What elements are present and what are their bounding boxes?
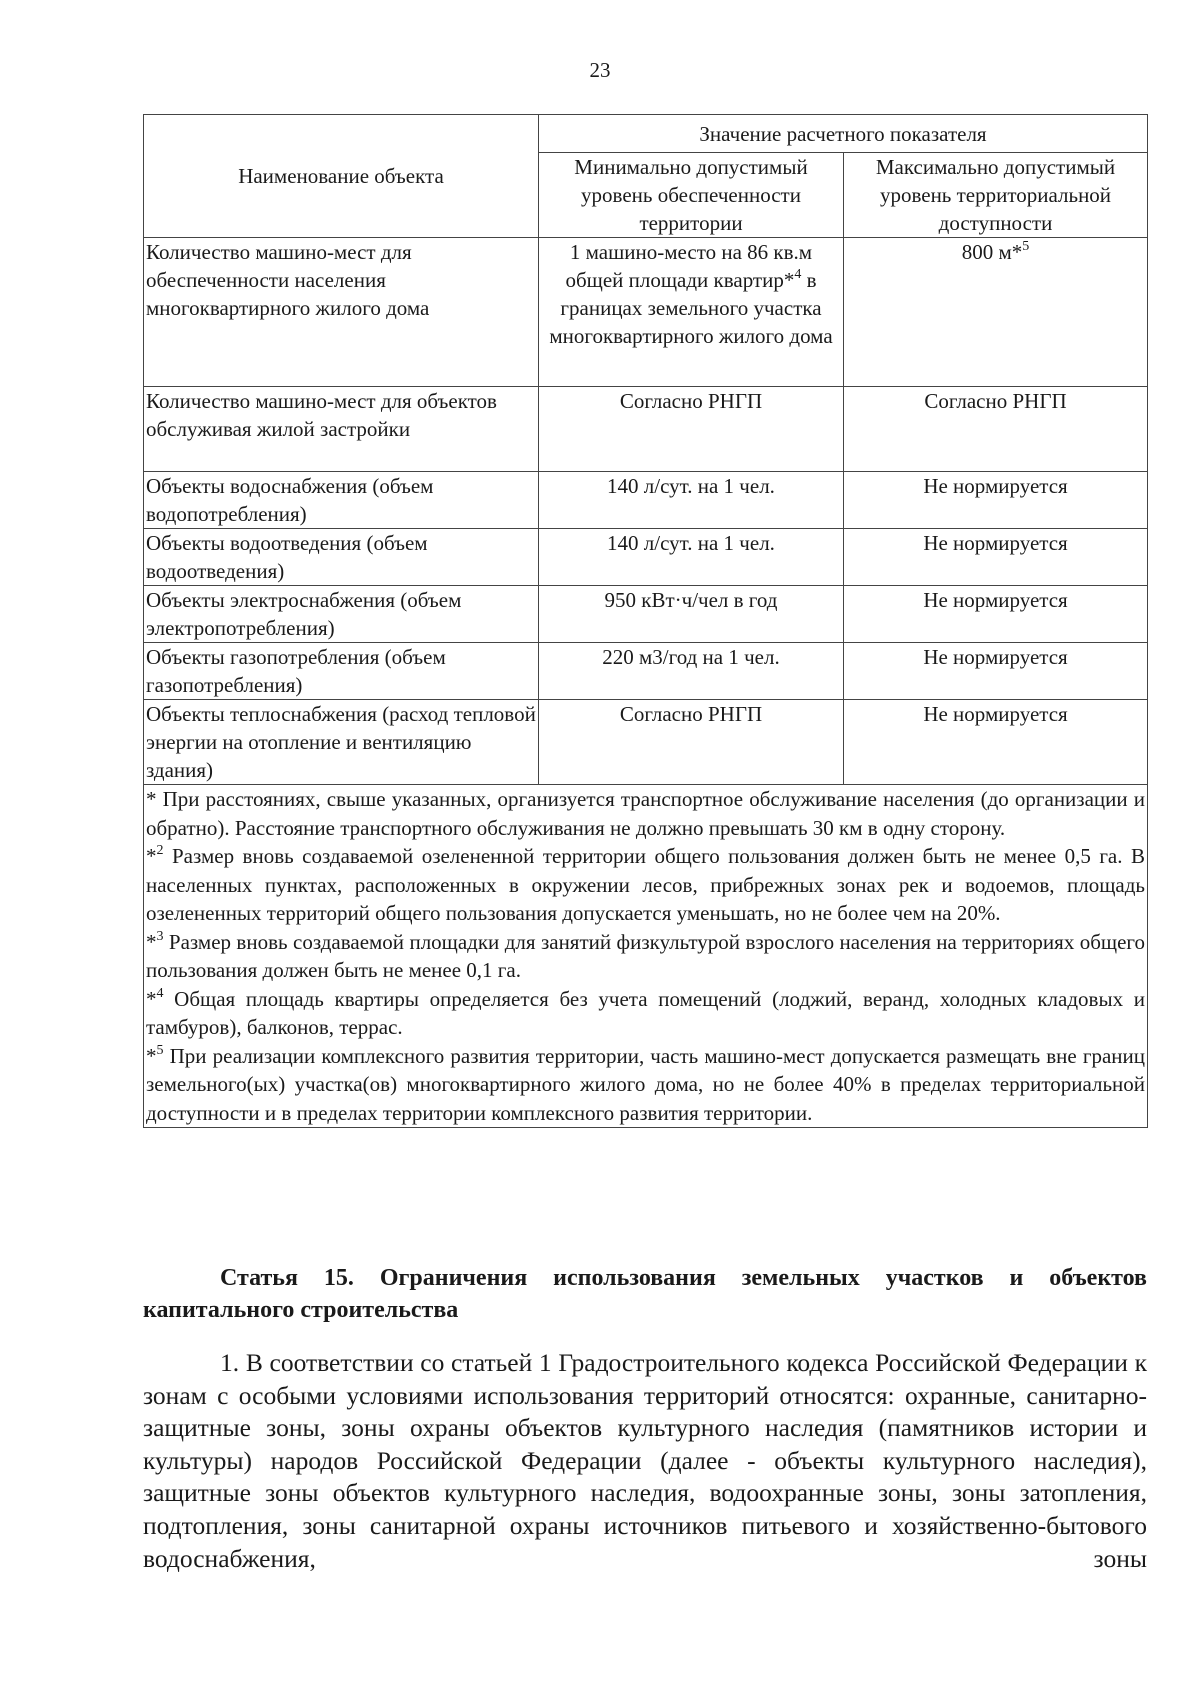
table-row <box>144 529 1148 586</box>
row-min-value: Согласно РНГП <box>539 387 844 472</box>
row-min-value: Согласно РНГП <box>539 700 844 785</box>
row-max-value: Не нормируется <box>844 472 1148 529</box>
row-min-value: 140 л/сут. на 1 чел. <box>539 472 844 529</box>
row-name: Объекты водоотведения (объем водоотведения) <box>144 529 539 586</box>
page-number: 23 <box>589 58 611 82</box>
footnote: *$^2$ Размер вновь создаваемой озелененной территории общего пользования должен быть не менее 0,5 га. В населенных пунктах, расположенных в окружении лесов, прибрежных зонах рек и водоемов, площадь озелененных территорий общего пользования допускается уменьшать, но не более чем на 20%. <box>146 843 1145 925</box>
table-row <box>144 643 1148 700</box>
footnote: * При расстояниях, свыше указанных, организуется транспортное обслуживание населения (до организации и обратно). Расстояние транспортного обслуживания не должно превышать 30 км в одну сторону. <box>146 787 1145 840</box>
table-row <box>144 700 1148 785</box>
row-max-value: Согласно РНГП <box>844 387 1148 472</box>
header-object-name: Наименование объекта <box>144 115 539 238</box>
row-name: Объекты водоснабжения (объем водопотребления) <box>144 472 539 529</box>
article-paragraph: 1. В соответствии со статьей 1 Градостроительного кодекса Российской Федерации к зонам с особыми условиями использования территорий относятся: охранные, санитарно-защитные зоны, зоны охраны объектов культурного наследия (памятников истории и культуры) народов Российской Федерации (далее - объекты культурного наследия), защитные зоны объектов культурного наследия, водоохранные зоны, зоны затопления, подтопления, зоны санитарной охраны источников питьевого и хозяйственно-бытового водоснабжения, зоны <box>143 1348 1147 1573</box>
row-max-value: 800 м*$^5$ <box>844 238 1148 387</box>
row-max-value: Не нормируется <box>844 529 1148 586</box>
row-max-value: Не нормируется <box>844 586 1148 643</box>
table-row <box>144 238 1148 387</box>
row-max-value: Не нормируется <box>844 643 1148 700</box>
table-row <box>144 472 1148 529</box>
row-min-value: 950 кВт·ч/чел в год <box>539 586 844 643</box>
footnote: *$^5$ При реализации комплексного развития территории, часть машино-мест допускается размещать вне границ земельного(ых) участка(ов) многоквартирного жилого дома, но не более 40% в пределах территориальной доступности и в пределах территории комплексного развития территории. <box>146 1042 1145 1125</box>
header-max-level: Максимально допустимый уровень территориальной доступности <box>844 153 1148 238</box>
table-footnotes <box>144 785 1148 1128</box>
indicator-table <box>143 114 1148 1128</box>
row-min-value: 220 м3/год на 1 чел. <box>539 643 844 700</box>
row-name: Объекты газопотребления (объем газопотребления) <box>144 643 539 700</box>
table-row <box>144 387 1148 472</box>
header-min-level: Минимально допустимый уровень обеспеченности территории <box>539 153 844 238</box>
row-max-value: Не нормируется <box>844 700 1148 785</box>
article-heading: Статья 15. Ограничения использования земельных участков и объектов капитального строительства <box>143 1265 1147 1323</box>
row-name: Объекты теплоснабжения (расход тепловой энергии на отопление и вентиляцию здания) <box>144 700 539 785</box>
header-indicator-value: Значение расчетного показателя <box>539 115 1148 153</box>
row-name: Количество машино-мест для объектов обслуживая жилой застройки <box>144 387 539 472</box>
footnote: *$^3$ Размер вновь создаваемой площадки для занятий физкультурой взрослого населения на территориях общего пользования должен быть не менее 0,1 га. <box>146 928 1145 982</box>
row-min-value: 140 л/сут. на 1 чел. <box>539 529 844 586</box>
row-min-value: 1 машино-место на 86 кв.м общей площади квартир*$^4$ в границах земельного участка многоквартирного жилого дома <box>539 238 844 387</box>
footnote: *$^4$ Общая площадь квартиры определяется без учета помещений (лоджий, веранд, холодных кладовых и тамбуров), балконов, террас. <box>146 985 1145 1039</box>
row-name: Количество машино-мест для обеспеченности населения многоквартирного жилого дома <box>144 238 539 387</box>
row-name: Объекты электроснабжения (объем электропотребления) <box>144 586 539 643</box>
table-row <box>144 586 1148 643</box>
